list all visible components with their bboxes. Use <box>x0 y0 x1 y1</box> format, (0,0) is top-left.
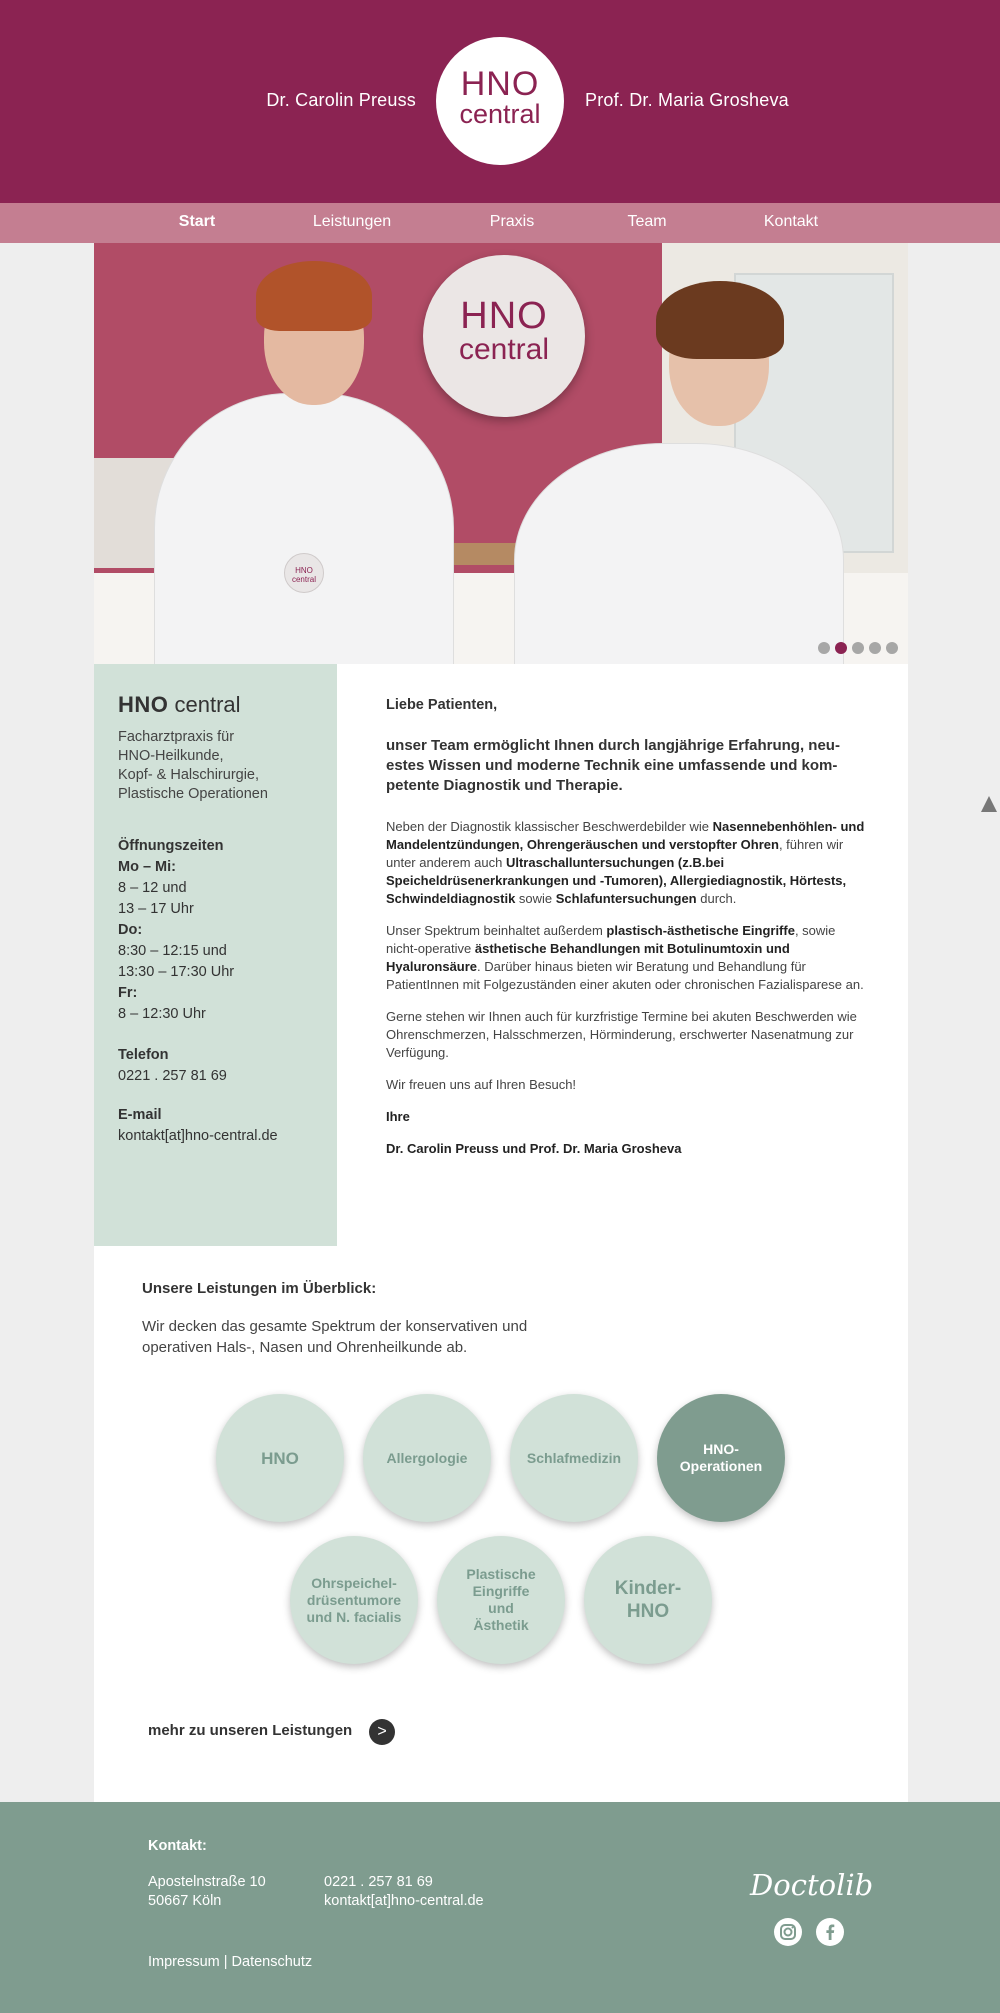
logo-central: central <box>459 99 541 129</box>
content-area <box>94 664 908 1802</box>
fr-line1: 8 – 12:30 Uhr <box>118 1006 206 1022</box>
p1-text-a: Neben der Diagnostik klassischer Beschwerdebilder wie <box>386 819 713 834</box>
doctor-right-hair <box>656 281 784 359</box>
site-logo[interactable] <box>436 37 564 165</box>
site-footer <box>0 1802 1000 2013</box>
more-services-link[interactable]: mehr zu unseren Leistungen <box>148 1722 353 1739</box>
service-ohrspeicheldruesen[interactable] <box>290 1536 418 1664</box>
footer-city: 50667 Köln <box>148 1893 222 1909</box>
phone-title: Telefon <box>118 1047 169 1063</box>
footer-legal-links[interactable]: Impressum | Datenschutz <box>148 1954 313 1970</box>
hero-slider[interactable] <box>94 243 908 664</box>
sidebar-logo-bold: HNO <box>118 692 169 717</box>
doctor-name-right[interactable]: Prof. Dr. Maria Grosheva <box>585 90 789 110</box>
service-kinder-hno[interactable] <box>584 1536 712 1664</box>
main-nav <box>0 203 1000 243</box>
mo-mi-line1: 8 – 12 und <box>118 880 187 896</box>
greeting: Liebe Patienten, <box>386 697 498 713</box>
service-hno-operationen[interactable] <box>657 1394 785 1522</box>
service-plastische-eingriffe-label: Plastische Eingriffe und Ästhetik <box>466 1566 536 1633</box>
info-sidebar <box>94 664 337 1246</box>
p1-text-g: durch. <box>696 891 737 906</box>
service-ohrspeicheldruesen-label: Ohrspeichel- drüsentumore und N. facialis <box>306 1574 402 1625</box>
paragraph-spectrum <box>386 922 866 994</box>
service-hno-operationen-label: HNO- Operationen <box>679 1441 763 1474</box>
signature-ihre: Ihre <box>386 1109 410 1124</box>
slider-dot-1[interactable] <box>818 642 830 654</box>
footer-address <box>148 1873 266 1911</box>
nav-praxis[interactable]: Praxis <box>489 213 535 230</box>
doctolib-logo[interactable]: Doctolib <box>750 1868 874 1902</box>
scroll-to-top-icon[interactable] <box>981 796 997 812</box>
welcome-text <box>386 696 866 1158</box>
site-header <box>0 0 1000 203</box>
doctor-left-figure <box>154 393 454 664</box>
opening-hours <box>118 836 337 1025</box>
footer-phone[interactable]: 0221 . 257 81 69 <box>324 1874 433 1890</box>
doctor-name-left[interactable]: Dr. Carolin Preuss <box>266 90 416 110</box>
footer-contact-details <box>324 1873 484 1911</box>
wall-logo-central: central <box>458 333 550 366</box>
practice-description: Facharztpraxis für HNO-Heilkunde, Kopf- & Halschirurgie, Plastische Operationen <box>118 729 268 802</box>
do-line1: 8:30 – 12:15 und <box>118 943 227 959</box>
mo-mi-label: Mo – Mi: <box>118 859 176 875</box>
fr-label: Fr: <box>118 985 138 1001</box>
service-kinder-hno-label: Kinder- HNO <box>614 1578 682 1622</box>
nav-team[interactable]: Team <box>627 213 667 230</box>
lead-paragraph: unser Team ermöglicht Ihnen durch langjährige Erfahrung, neuestes Wissen und moderne Technik eine umfassende und kompetente Diagnostik und Therapie. <box>386 737 840 794</box>
paragraph-visit: Wir freuen uns auf Ihren Besuch! <box>386 1077 577 1092</box>
footer-street: Apostelnstraße 10 <box>148 1874 266 1890</box>
phone-block <box>118 1045 337 1087</box>
paragraph-diagnostics <box>386 818 866 908</box>
email-title: E-mail <box>118 1107 162 1123</box>
do-line2: 13:30 – 17:30 Uhr <box>118 964 235 980</box>
slider-dot-3[interactable] <box>852 642 864 654</box>
service-plastische-eingriffe[interactable] <box>437 1536 565 1664</box>
sidebar-logo-rest: central <box>168 692 241 717</box>
p1-bold-b: Nasennebenhöhlen- und Mandelentzündungen, Ohrengeräuschen und verstopfter Ohren <box>386 819 865 852</box>
slider-dot-2[interactable] <box>835 642 847 654</box>
facebook-icon[interactable] <box>816 1918 844 1946</box>
services-title: Unsere Leistungen im Überblick: <box>142 1280 377 1297</box>
chevron-right-icon[interactable]: > <box>369 1719 395 1745</box>
wall-logo-hno: HNO <box>460 295 548 337</box>
service-schlafmedizin[interactable] <box>510 1394 638 1522</box>
slider-dots <box>818 642 898 654</box>
email-address[interactable]: kontakt[at]hno-central.de <box>118 1128 278 1144</box>
paragraph-appointments: Gerne stehen wir Ihnen auch für kurzfristige Termine bei akuten Beschwerden wie Ohrenschmerzen, Halsschmerzen, Hörminderung, erschwerter Nasenatmung zur Verfügung. <box>386 1009 857 1060</box>
p2-bold-b: plastisch-ästhetische Eingriffe <box>606 923 795 938</box>
nav-kontakt[interactable]: Kontakt <box>763 213 819 230</box>
signature-names: Dr. Carolin Preuss und Prof. Dr. Maria Grosheva <box>386 1141 682 1156</box>
sidebar-logo <box>118 692 337 718</box>
logo-hno: HNO <box>460 65 540 103</box>
slider-dot-5[interactable] <box>886 642 898 654</box>
doctor-right-figure <box>514 443 844 664</box>
footer-contact-title: Kontakt: <box>148 1838 207 1854</box>
p2-bold-d: ästhetische Behandlungen mit Botulinumtoxin und Hyaluronsäure <box>386 941 790 974</box>
p2-text-a: Unser Spektrum beinhaltet außerdem <box>386 923 607 938</box>
p2-text-e: . Darüber hinaus bieten wir Beratung und Behandlung für PatientInnen mit Folgezuständen einer akuten oder chronischen Fazialisparese an. <box>386 959 864 992</box>
service-allergologie[interactable] <box>363 1394 491 1522</box>
service-hno-label: HNO <box>261 1448 299 1468</box>
slider-dot-4[interactable] <box>869 642 881 654</box>
mo-mi-line2: 13 – 17 Uhr <box>118 901 194 917</box>
p2-text-c: , sowie nicht-operative <box>386 923 836 956</box>
p1-bold-f: Schlafuntersuchungen <box>555 891 697 906</box>
service-schlafmedizin-label: Schlafmedizin <box>526 1449 622 1466</box>
nav-leistungen[interactable]: Leistungen <box>312 213 392 230</box>
nav-start[interactable]: Start <box>178 213 216 230</box>
instagram-icon[interactable] <box>774 1918 802 1946</box>
service-allergologie-label: Allergologie <box>386 1449 468 1466</box>
p1-text-e: sowie <box>515 891 556 906</box>
do-label: Do: <box>118 922 143 938</box>
service-hno[interactable] <box>216 1394 344 1522</box>
services-description: Wir decken das gesamte Spektrum der konservativen und operativen Hals-, Nasen und Ohrenheilkunde ab. <box>142 1318 528 1356</box>
phone-number[interactable]: 0221 . 257 81 69 <box>118 1068 227 1084</box>
doctor-left-hair <box>256 261 372 331</box>
coat-badge: HNO central <box>284 553 324 593</box>
email-block <box>118 1105 337 1147</box>
hours-title: Öffnungszeiten <box>118 838 224 854</box>
footer-email[interactable]: kontakt[at]hno-central.de <box>324 1893 484 1909</box>
hero-wall-logo <box>423 255 585 417</box>
p1-bold-d: Ultraschalluntersuchungen (z.B.bei Speicheldrüsenerkrankungen und -Tumoren), Allergiediagnostik, Hörtests, Schwindeldiagnostik <box>386 855 847 906</box>
p1-text-c: , führen wir unter anderem auch <box>386 837 844 870</box>
